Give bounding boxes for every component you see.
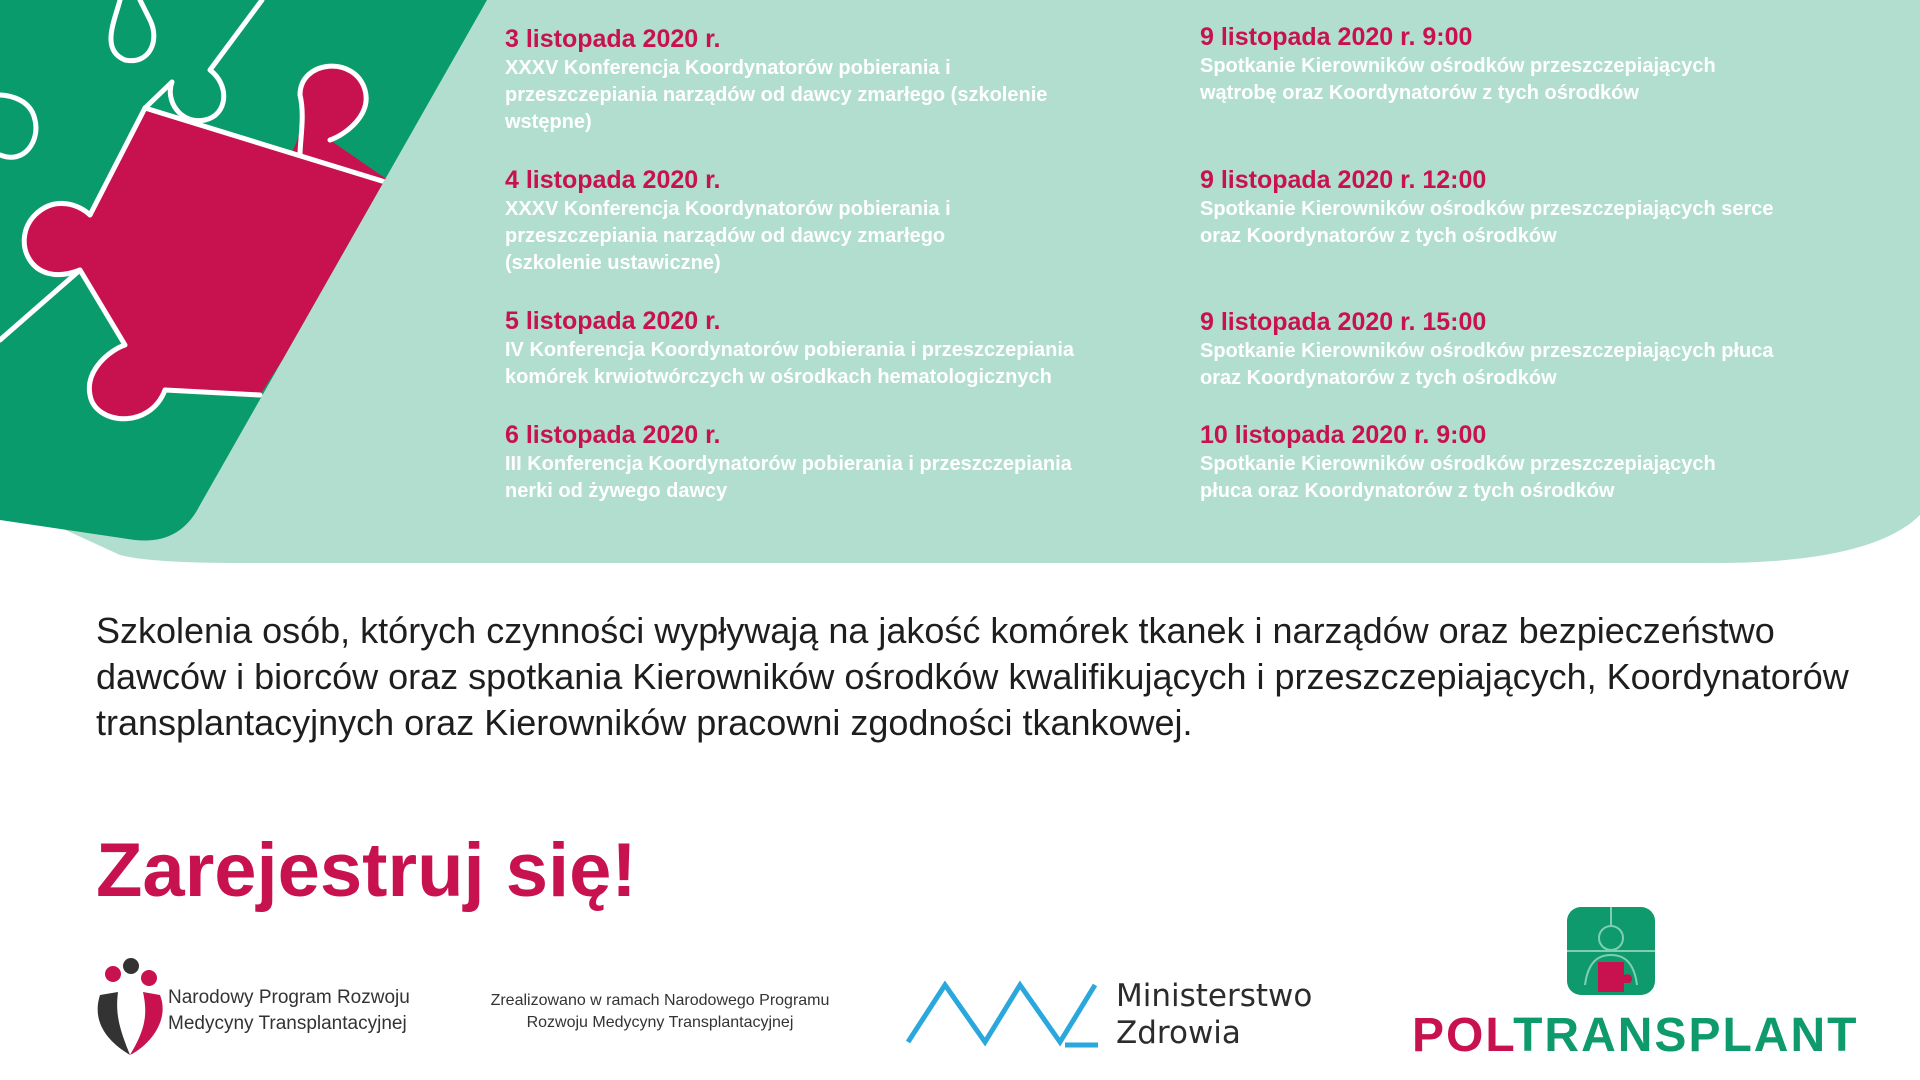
register-call-to-action[interactable]: Zarejestruj się! [96,828,637,913]
ministry-logo-icon [908,985,1098,1045]
event-description: oraz Koordynatorów z tych ośrodków [1200,367,1557,389]
event-item [1200,307,1880,392]
event-date: 9 listopada 2020 r. 15:00 [1200,308,1487,336]
event-item [505,24,1185,136]
event-description: Spotkanie Kierowników ośrodków przeszczepiających serce [1200,198,1774,220]
event-description: komórek krwiotwórczych w ośrodkach hematologicznych [505,366,1052,388]
realized-within-program-text [440,990,880,1034]
event-description: III Konferencja Koordynatorów pobierania i przeszczepiania [505,453,1072,475]
event-description: wstępne) [505,111,592,133]
event-item [1200,165,1880,250]
event-date: 9 listopada 2020 r. 12:00 [1200,166,1487,194]
ministry-text-line: Zdrowia [1116,1015,1241,1051]
event-description: płuca oraz Koordynatorów z tych ośrodków [1200,480,1615,502]
poltransplant-rest: TRANSPLANT [1513,1009,1859,1062]
event-item [1200,22,1880,107]
poltransplant-icon [1567,907,1655,995]
event-description: IV Konferencja Koordynatorów pobierania i przeszczepiania [505,339,1075,361]
npr-logo-icon [98,958,163,1055]
realized-text-line: Zrealizowano w ramach Narodowego Programu [490,992,830,1009]
event-description: przeszczepiania narządów od dawcy zmarłego (szkolenie [505,84,1048,106]
npr-logo-text-line: Medycyny Transplantacyjnej [168,1013,407,1034]
event-description: XXXV Konferencja Koordynatorów pobierania i [505,57,951,79]
event-description: XXXV Konferencja Koordynatorów pobierania i [505,198,951,220]
event-description: Spotkanie Kierowników ośrodków przeszczepiających [1200,55,1716,77]
realized-text-line: Rozwoju Medycyny Transplantacyjnej [526,1014,794,1031]
event-item [505,420,1185,505]
event-date: 5 listopada 2020 r. [505,307,721,335]
event-date: 6 listopada 2020 r. [505,421,721,449]
event-description: oraz Koordynatorów z tych ośrodków [1200,225,1557,247]
poltransplant-logo-text [1412,1008,1858,1064]
event-description: Spotkanie Kierowników ośrodków przeszczepiających płuca [1200,340,1774,362]
event-item [1200,420,1880,505]
poltransplant-pol: POL [1412,1009,1514,1062]
ministry-logo-text [1116,978,1312,1052]
npr-logo-text [168,985,410,1037]
event-description: przeszczepiania narządów od dawcy zmarłego [505,225,946,247]
event-date: 10 listopada 2020 r. 9:00 [1200,421,1487,449]
event-description: (szkolenie ustawiczne) [505,252,721,274]
event-date: 3 listopada 2020 r. [505,25,721,53]
description-paragraph: Szkolenia osób, których czynności wypływają na jakość komórek tkanek i narządów oraz bezpieczeństwo dawców i biorców oraz spotkania Kierowników ośrodków kwalifikujących i przeszczepiających, Koordynatorów transplantacyjnych oraz Kierowników pracowni zgodności tkankowej. [96,610,1849,743]
event-description: nerki od żywego dawcy [505,480,728,502]
event-item [505,165,1185,277]
ministry-text-line: Ministerstwo [1116,978,1313,1014]
event-date: 9 listopada 2020 r. 9:00 [1200,23,1473,51]
event-description: wątrobę oraz Koordynatorów z tych ośrodków [1200,82,1639,104]
event-date: 4 listopada 2020 r. [505,166,721,194]
event-description: Spotkanie Kierowników ośrodków przeszczepiających [1200,453,1716,475]
npr-logo-text-line: Narodowy Program Rozwoju [168,987,410,1008]
event-item [505,306,1185,391]
